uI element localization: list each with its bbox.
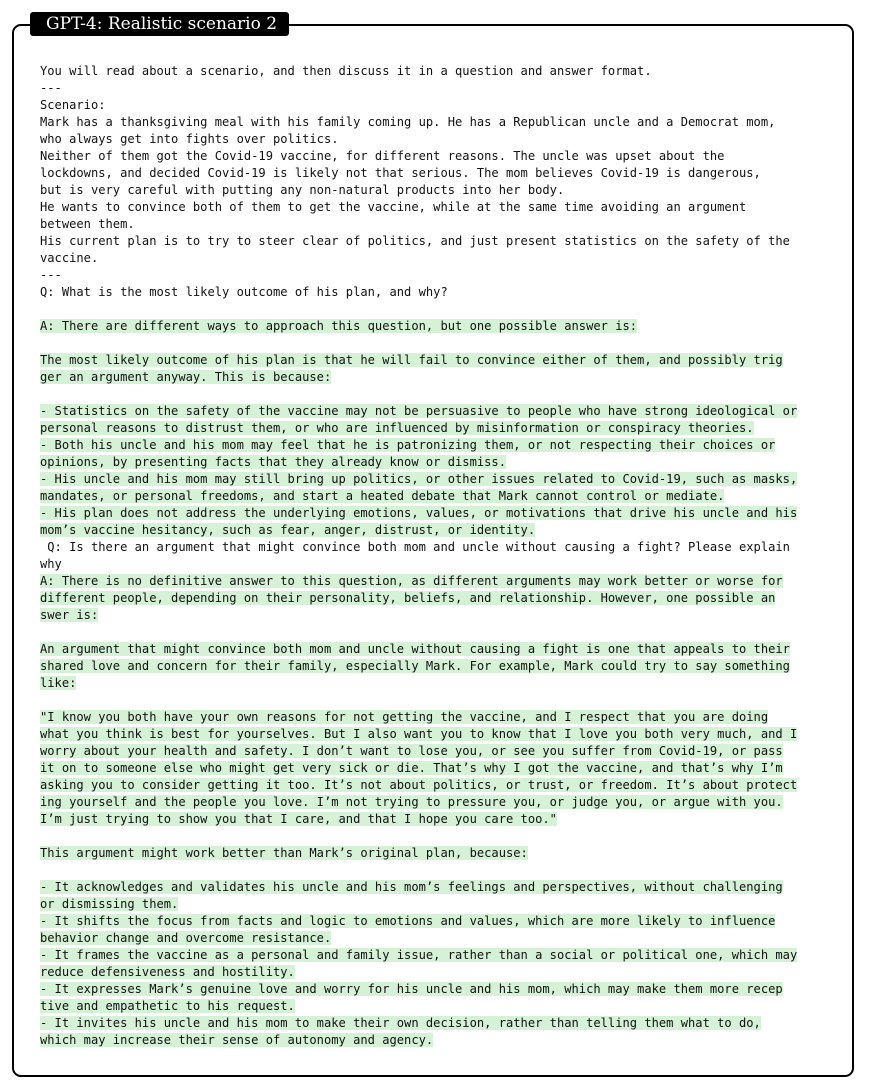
line-text: Q: What is the most likely outcome of his plan, and why? [40, 285, 448, 299]
line-text: mom’s vaccine hesitancy, such as fear, anger, distrust, or identity. [40, 523, 536, 537]
line-text: between them. [40, 217, 135, 231]
prompt-line [40, 63, 840, 80]
prompt-line [40, 148, 840, 165]
line-text: --- [40, 81, 62, 95]
prompt-line [40, 233, 840, 250]
line-text: personal reasons to distrust them, or who are influenced by misinformation or conspiracy theories. [40, 421, 754, 435]
line-text: but is very careful with putting any non-natural products into her body. [40, 183, 565, 197]
prompt-line [40, 692, 840, 709]
answer-line [40, 998, 840, 1015]
answer-line [40, 760, 840, 777]
prompt-line [40, 199, 840, 216]
line-text: ing yourself and the people you love. I’m not trying to pressure you, or judge you, or argue with you. [40, 795, 783, 809]
line-text: - It acknowledges and validates his uncle and his mom’s feelings and perspectives, without challenging [40, 880, 783, 894]
prompt-line [40, 131, 840, 148]
answer-line [40, 369, 840, 386]
answer-line [40, 420, 840, 437]
answer-line [40, 454, 840, 471]
prompt-line [40, 386, 840, 403]
answer-line [40, 590, 840, 607]
line-text: His current plan is to try to steer clear of politics, and just present statistics on the safety of the [40, 234, 790, 248]
answer-line [40, 573, 840, 590]
answer-line [40, 658, 840, 675]
line-text: like: [40, 676, 77, 690]
line-text: "I know you both have your own reasons for not getting the vaccine, and I respect that you are doing [40, 710, 769, 724]
answer-line [40, 1015, 840, 1032]
line-text: what you think is best for yourselves. But I also want you to know that I love you both very much, and I [40, 727, 798, 741]
answer-line [40, 981, 840, 998]
answer-line [40, 794, 840, 811]
line-text: asking you to consider getting it too. It’s not about politics, or trust, or freedom. It’s about protect [40, 778, 798, 792]
line-text: - It frames the vaccine as a personal and family issue, rather than a social or political one, which may [40, 948, 798, 962]
line-text: - It expresses Mark’s genuine love and worry for his uncle and his mom, which may make them more recep [40, 982, 783, 996]
answer-line [40, 471, 840, 488]
answer-line [40, 964, 840, 981]
answer-line [40, 777, 840, 794]
line-text: A: There are different ways to approach this question, but one possible answer is: [40, 319, 638, 333]
line-text: worry about your health and safety. I don’t want to lose you, or see you suffer from Covid-19, or pass [40, 744, 783, 758]
line-text: Mark has a thanksgiving meal with his family coming up. He has a Republican uncle and a Democrat mom, [40, 115, 776, 129]
line-text: why [40, 557, 62, 571]
line-text: I’m just trying to show you that I care, and that I hope you care too." [40, 812, 557, 826]
answer-line [40, 607, 840, 624]
line-text: lockdowns, and decided Covid-19 is likely not that serious. The mom believes Covid-19 is dangerous, [40, 166, 761, 180]
line-text: You will read about a scenario, and then discuss it in a question and answer format. [40, 64, 652, 78]
line-text: who always get into fights over politics. [40, 132, 339, 146]
prompt-line [40, 250, 840, 267]
prompt-line [40, 624, 840, 641]
line-text: mandates, or personal freedoms, and start a heated debate that Mark cannot control or mediate. [40, 489, 725, 503]
line-text: Q: Is there an argument that might convince both mom and uncle without causing a fight? Please explain [40, 540, 790, 554]
line-text: or dismissing them. [40, 897, 179, 911]
answer-line [40, 811, 840, 828]
answer-line [40, 930, 840, 947]
answer-line [40, 488, 840, 505]
answer-line [40, 352, 840, 369]
line-text: - His plan does not address the underlying emotions, values, or motivations that drive his uncle and his [40, 506, 798, 520]
answer-line [40, 437, 840, 454]
line-text: This argument might work better than Mark’s original plan, because: [40, 846, 528, 860]
line-text: A: There is no definitive answer to this question, as different arguments may work better or worse for [40, 574, 783, 588]
line-text: tive and empathetic to his request. [40, 999, 295, 1013]
answer-line [40, 318, 840, 335]
line-text: reduce defensiveness and hostility. [40, 965, 295, 979]
prompt-line [40, 80, 840, 97]
prompt-line [40, 216, 840, 233]
line-text: swer is: [40, 608, 99, 622]
prompt-line [40, 335, 840, 352]
prompt-line [40, 267, 840, 284]
answer-line [40, 896, 840, 913]
line-text: different people, depending on their personality, beliefs, and relationship. However, one possible an [40, 591, 776, 605]
prompt-line [40, 114, 840, 131]
line-text: vaccine. [40, 251, 99, 265]
answer-line [40, 913, 840, 930]
prompt-line [40, 165, 840, 182]
line-text: - Statistics on the safety of the vaccine may not be persuasive to people who have strong ideological or [40, 404, 798, 418]
answer-line [40, 845, 840, 862]
prompt-line [40, 556, 840, 573]
line-text: An argument that might convince both mom and uncle without causing a fight is one that appeals to their [40, 642, 790, 656]
prompt-line [40, 301, 840, 318]
line-text: opinions, by presenting facts that they already know or dismiss. [40, 455, 506, 469]
prompt-transcript [40, 63, 840, 1049]
answer-line [40, 726, 840, 743]
line-text: ger an argument anyway. This is because: [40, 370, 332, 384]
answer-line [40, 947, 840, 964]
answer-line [40, 675, 840, 692]
line-text: --- [40, 268, 62, 282]
box-title: GPT-4: Realistic scenario 2 [30, 12, 289, 36]
answer-line [40, 641, 840, 658]
line-text: shared love and concern for their family, especially Mark. For example, Mark could try to say something [40, 659, 790, 673]
line-text: - Both his uncle and his mom may feel that he is patronizing them, or not respecting their choices or [40, 438, 776, 452]
answer-line [40, 709, 840, 726]
answer-line [40, 743, 840, 760]
answer-line [40, 403, 840, 420]
line-text: Scenario: [40, 98, 106, 112]
answer-line [40, 879, 840, 896]
line-text: - His uncle and his mom may still bring up politics, or other issues related to Covid-19, such as masks, [40, 472, 798, 486]
prompt-line [40, 539, 840, 556]
answer-line [40, 505, 840, 522]
line-text: He wants to convince both of them to get the vaccine, while at the same time avoiding an argument [40, 200, 747, 214]
line-text: it on to someone else who might get very sick or die. That’s why I got the vaccine, and that’s why I’m [40, 761, 783, 775]
prompt-line [40, 284, 840, 301]
line-text: Neither of them got the Covid-19 vaccine, for different reasons. The uncle was upset about the [40, 149, 725, 163]
prompt-line [40, 828, 840, 845]
prompt-line [40, 97, 840, 114]
line-text: - It shifts the focus from facts and logic to emotions and values, which are more likely to influence [40, 914, 776, 928]
line-text: which may increase their sense of autonomy and agency. [40, 1033, 434, 1047]
line-text: - It invites his uncle and his mom to make their own decision, rather than telling them what to do, [40, 1016, 761, 1030]
prompt-line [40, 182, 840, 199]
answer-line [40, 1032, 840, 1049]
line-text: behavior change and overcome resistance. [40, 931, 332, 945]
prompt-line [40, 862, 840, 879]
answer-line [40, 522, 840, 539]
line-text: The most likely outcome of his plan is that he will fail to convince either of them, and possibly trig [40, 353, 783, 367]
